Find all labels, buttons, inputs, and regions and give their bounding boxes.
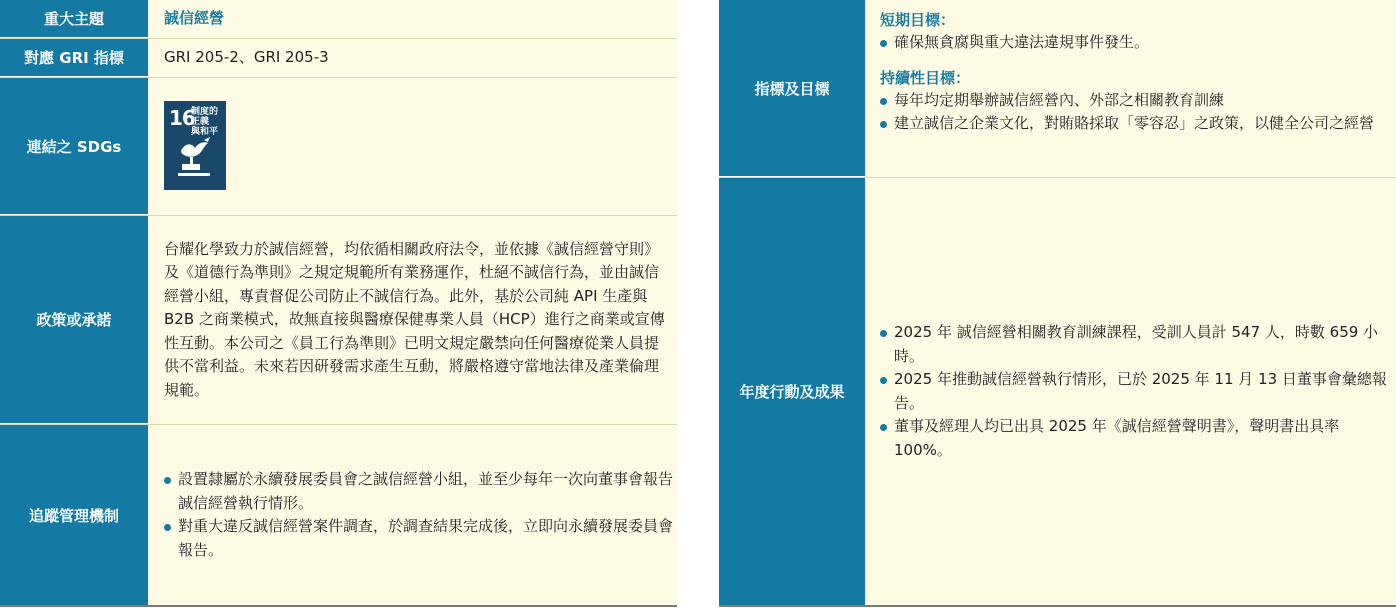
sdg-title-line1: 制度的正義 [191, 107, 219, 127]
short-term-list [880, 31, 1392, 55]
list-item: 董事及經理人均已出具 2025 年《誠信經營聲明書》，聲明書出具率 100%。 [880, 415, 1392, 462]
row-actions [719, 178, 1396, 607]
row-label: 連結之 SDGs [0, 78, 148, 215]
row-topic [0, 0, 677, 39]
row-policy [0, 216, 677, 425]
row-value [148, 0, 677, 38]
list-item: 2025 年 誠信經營相關教育訓練課程，受訓人員計 547 人，時數 659 小時。 [880, 321, 1392, 368]
sdg-16-tile [164, 101, 226, 190]
list-item: 建立誠信之企業文化，對賄賂採取「零容忍」之政策，以健全公司之經營 [880, 112, 1392, 136]
row-value [148, 39, 677, 77]
list-item: 確保無貪腐與重大違法違規事件發生。 [880, 31, 1392, 55]
row-value [148, 425, 677, 605]
row-label: 指標及目標 [719, 0, 865, 177]
list-item: 設置隸屬於永續發展委員會之誠信經營小組，並至少每年一次向董事會報告誠信經營執行情形。 [164, 468, 673, 515]
row-value [148, 216, 677, 424]
row-label: 政策或承諾 [0, 216, 148, 424]
sdg-title [191, 107, 226, 137]
row-label: 重大主題 [0, 0, 148, 38]
list-item: 每年均定期舉辦誠信經營內、外部之相關教育訓練 [880, 89, 1392, 113]
list-item: 2025 年推動誠信經營執行情形，已於 2025 年 11 月 13 日董事會彙總報告。 [880, 368, 1392, 415]
peace-dove-gavel-icon [176, 137, 214, 179]
left-table [0, 0, 677, 607]
short-term-heading: 短期目標： [880, 11, 956, 29]
row-sdgs [0, 78, 677, 216]
sdg-title-line2: 與和平 [191, 127, 219, 137]
list-item: 對重大違反誠信經營案件調查，於調查結果完成後，立即向永續發展委員會報告。 [164, 515, 673, 562]
sdg-number: 16 [169, 106, 195, 130]
row-gri [0, 39, 677, 78]
row-label: 追蹤管理機制 [0, 425, 148, 605]
row-value [148, 78, 677, 215]
sustain-heading: 持續性目標： [880, 68, 971, 87]
policy-text: 台耀化學致力於誠信經營，均依循相關政府法令，並依據《誠信經營守則》及《道德行為準則》之規定規範所有業務運作，杜絕不誠信行為，並由誠信經營小組，專責督促公司防止不誠信行為。此外，基於公司純 API 生產與 B2B 之商業模式，故無直接與醫療保健專業人員（HCP）進行之商業或宣傳性互動。本公司之《員工行為準則》已明文規定嚴禁向任何醫療從業人員提供不當利益。未來若因研發需求產生互動，將嚴格遵守當地法律及產業倫理規範。 [164, 239, 665, 399]
topic-value: 誠信經營 [164, 9, 225, 28]
row-value [865, 178, 1396, 605]
row-targets [719, 0, 1396, 178]
sustain-list [880, 89, 1392, 136]
row-value [865, 0, 1396, 177]
row-label: 年度行動及成果 [719, 178, 865, 605]
row-label: 對應 GRI 指標 [0, 39, 148, 77]
gri-value: GRI 205-2、GRI 205-3 [164, 48, 329, 67]
tracking-list [164, 468, 673, 562]
right-table [719, 0, 1396, 607]
actions-list [880, 321, 1392, 462]
row-tracking [0, 425, 677, 607]
